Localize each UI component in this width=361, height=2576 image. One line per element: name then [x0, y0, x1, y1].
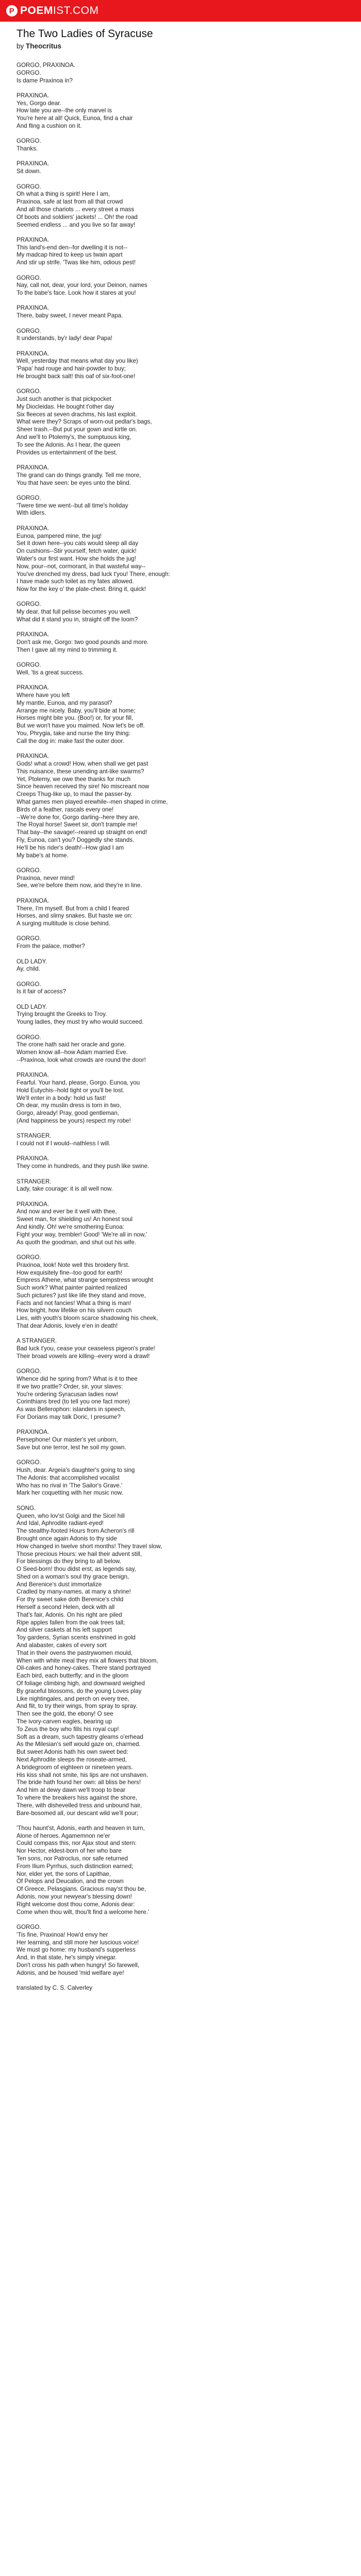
poem-stanza: GORGO. Just such another is that pickpocket My Diocleidas. He bought t'other day Six fleeces at seven drachms, his last exploit. What were they? Scraps of worn-out pedlar's bags, Sheer trash.--But put your gown and kirtle on. And we'll to Ptolemy's, the sumptuous king, To see the Adonis. As I hear, the queen Provides us entertainment of the best. [17, 388, 152, 456]
poem-stanza: PRAXINOA. There, baby sweet, I never meant Papa. [17, 304, 123, 319]
poem-author-link[interactable]: Theocritus [26, 42, 62, 50]
poem-stanza: PRAXINOA. Fearful. Your hand, please, Gorgo. Eunoa, you Hold Eutychis--hold tight or you'll be lost. We'll enter in a body: hold us fast! Oh dear, my muslin dress is torn in two, Gorgo, already! Pray, good gentleman, (And happiness be yours) respect my robe! [17, 1072, 140, 1125]
poem-stanza: PRAXINOA. Don't ask me, Gorgo: two good pounds and more. Then I gave all my mind to trimming it. [17, 631, 149, 653]
poem-stanza: PRAXINOA. And now and ever be it well with thee, Sweet man, for shielding us! An honest soul And kindly. Oh! we're smothering Eunoa: Fight your way, trembler! Good! 'We're all in now,' As quoth the goodman, and shut out his wife. [17, 1200, 147, 1246]
poem-stanza: PRAXINOA. This land's-end den--for dwelling it is not-- My madcap hired to keep us twain apart And stir up strife. 'Twas like him, odious pest! [17, 236, 136, 266]
poem-stanza: GORGO. The crone hath said her oracle and gone. Women know all--how Adam married Eve. --Praxinoa, look what crowds are round the door! [17, 1033, 146, 1063]
translator-credit: translated by C. S. Calverley [17, 1985, 92, 1992]
site-logo[interactable] [6, 5, 99, 17]
poem-stanza: PRAXINOA. Where have you left My mantle, Eunoa, and my parasol? Arrange me nicely. Baby, you'll bide at home; Horses might bite you. (Boo!) or, for your fill, But we won't have you maimed. Now let's be off. You, Phrygia, take and nurse the tiny thing: Call the dog in: make fast the outer door. [17, 684, 145, 744]
poem-body [17, 62, 344, 1977]
poem-byline [17, 42, 344, 50]
poem-stanza: 'Thou haunt'st, Adonis, earth and heaven in turn, Alone of heroes. Agamemnon ne'er Could compass this, nor Ajax stout and stern: Nor Hector, eldest-born of her who bare Ten sons, nor Patroclus, nor safe returned From Ilium Pyrrhus, such distinction earned; Nor, elder yet, the sons of Lapithae, Of Pelops and Deucalion, and the crown Of Greece, Pelasgians. Gracious may'st thou be, Adonis, now your newyear's blessing down! Right welcome dost thou come, Adonis dear: Come when thou wilt, thou'lt find a welcome here.' [17, 1824, 150, 1916]
poem-stanza: GORGO. Hush, dear. Argeia's daughter's going to sing The Adonis: that accomplished vocalist Who has no rival in 'The Sailor's Grave.' Mark her coquetting with her music now. [17, 1459, 135, 1497]
poem-stanza: GORGO. Well, 'tis a great success. [17, 662, 84, 676]
poem-stanza: GORGO. Thanks. [17, 138, 41, 152]
poem-title: The Two Ladies of Syracuse [17, 28, 153, 40]
poem-stanza: SONG. Queen, who lov'st Golgi and the Sicel hill And Idal, Aphrodite radiant-eyed! The stealthy-footed Hours from Acheron's rill Brought once again Adonis to thy side How changed in twelve short months! They travel slow, Those precious Hours: we hail their advent still, For blessings do they bring to all below. O Seed-born! thou didst erst, as legends say, Shed on a woman's soul thy grace benign, And Berenice's dust immortalize Cradled by many-names, at many a shrine! For thy sweet sake doth Berenice's child Herself a second Helen, deck with all That's fair, Adonis. On his right are piled Ripe apples fallen from the oak trees tall; And silver caskets at his left support Toy gardens, Syrian scents enshrined in gold And alabaster, cakes of every sort That in their ovens the pastrywomen mould, When with white meal they mix all flowers that bloom, Oil-cakes and honey-cakes. There stand portrayed Each bird, each butterfly; and in the gloom Of foliage climbing high, and downward weighed By graceful blossoms, do the young Loves play Like nightingales, and perch on every tree, And flit, to try their wings, from spray to spray. Then see the gold, the ebony! O see The ivory-carven eagles, bearing up To Zeus the boy who fills his royal cup! Soft as a dream, such tapestry gleams o'erhead As the Milesian's self would gaze on, charmed. But sweet Adonis hath his own sweet bed: Next Aphrodite sleeps the roseate-armed, A bridegroom of eighteen or nineteen years. His kiss shall not smite, his lips are not unshaven. The bride hath found her own: all bliss be hers! And him at dewy dawn we'll troop to bear To where the breakers hiss against the shore, There, with dishevelled tress and unbound hair, Bare-bosomed all, our descant wild we'll pour; [17, 1504, 162, 1817]
poem-stanza: OLD LADY. Ay, child. [17, 958, 47, 973]
poem-stanza: GORGO. Nay, call not, dear, your lord, your Deinon, names To the babe's face. Look how it stares at you! [17, 274, 147, 297]
poem-stanza: GORGO. 'Tis fine, Praxinoa! How'd envy her Her learning, and still more her luscious voice! We must go home: my husband's supperless And, in that state, he's simply vinegar. Don't cross his path when hungry! So farewell, Adonis, and be housed 'mid welfare aye! [17, 1923, 140, 1976]
poem-stanza: PRAXINOA. Gods! what a crowd! How, when shall we get past This nuisance, these unending ant-like swarms? Yet, Ptolemy, we owe thee thanks for much Since heaven received thy sire! No miscreant now Creeps Thug-like up, to maul the passer-by. What games men played erewhile--men shaped in crime, Birds of a feather, rascals every one! --We're done for, Gorgo darling--here they are, The Royal horse! Sweet sir, don't trample me! That bay--the savage!--reared up straight on end! Fly, Eunoa, can't you? Doggedly she stands. He'll be his rider's death!--How glad I am My babe's at home. [17, 753, 168, 859]
poem-stanza: A STRANGER. Bad luck t'you, cease your ceaseless pigeon's prate! Their broad vowels are killing--every word a drawl! [17, 1337, 155, 1360]
poem-stanza: GORGO. Is it fair of access? [17, 980, 67, 995]
poem-stanza: PRAXINOA. There, I'm myself. But from a child I feared Horses, and slimy snakes. But haste we on: A surging multitude is close behind. [17, 897, 133, 927]
poem-stanza: PRAXINOA. They come in hundreds, and they push like swine. [17, 1155, 150, 1170]
poem-stanza: GORGO. It understands, by'r lady! dear Papa! [17, 327, 112, 342]
poem-stanza: GORGO. From the palace, mother? [17, 935, 85, 950]
poem-stanza: GORGO. Praxinoa, look! Note well this broidery first. How exquisitely fine--too good for earth! Empress Athene, what strange sempstress wrought Such work? What painter painted realized Such pictures? just like life they stand and move, Facts and not fancies! What a thing is man! How bright, how lifelike on his silvern couch Lies, with youth's bloom scarce shadowing his cheek, That dear Adonis, lovely e'en in death! [17, 1253, 158, 1330]
poem-stanza: GORGO. Oh what a thing is spirit! Here I am, Praxinoa, safe at last from all that crowd And all those chariots ... every street a mass Of boots and soldiers' jackets! ... Oh! the road Seemed endless ... and you live so far away! [17, 183, 138, 228]
poem-container [0, 22, 361, 2576]
poem-stanza: GORGO. Praxinoa, never mind! See, we're before them now, and they're in line. [17, 867, 142, 889]
poem-stanza: OLD LADY. Trying brought the Greeks to Troy. Young ladies, they must try who would succeed. [17, 1003, 144, 1026]
poem-stanza: GORGO. Whence did he spring from? What is it to thee If we two prattle? Order, sir, your slaves: You're ordering Syracusan ladies now! Corinthians bred (to tell you one fact more) As was Bellerophon: islanders in speech, For Dorians may talk Doric, I presume? [17, 1368, 138, 1421]
logo-text-thin: IST.COM [53, 5, 99, 16]
site-header [0, 0, 361, 22]
logo-text-bold: POEM [20, 5, 53, 16]
poem-stanza: STRANGER. Lady, take courage: it is all well now. [17, 1178, 113, 1193]
logo-icon: P [6, 5, 18, 16]
poem-stanza: PRAXINOA. Persephone! Our master's yet unborn, Save but one terror, lest he soil my gown. [17, 1429, 126, 1451]
poem-stanza: PRAXINOA. Eunoa, pampered mine, the jug! Set it down here--you cats would sleep all day On cushions--Stir yourself, fetch water, quick! Water's our first want. How she holds the jug! Now, pour--not, cormorant, in that wasteful way-- You've drenched my dress, bad luck t'you! There, enough: I have made such toilet as my fates allowed. Now for the key o' the plate-chest. Bring it, quick! [17, 524, 170, 593]
poem-stanza: PRAXINOA. Well, yesterday that means what day you like) 'Papa' had rouge and hair-powder to buy; He brought back salt! this oaf of six-foot-one! [17, 350, 138, 380]
poem-stanza: GORGO. 'Twere time we went--but all time's holiday With idlers. [17, 494, 128, 517]
poem-stanza: PRAXINOA. Yes, Gorgo dear. How late you are--the only marvel is You're here at all! Quick, Eunoa, find a chair And fling a cushion on it. [17, 92, 133, 130]
byline-prefix: by [17, 42, 26, 50]
poem-stanza: PRAXINOA. The grand can do things grandly. Tell me more, You that have seen: be eyes unto the blind. [17, 464, 141, 486]
poem-stanza: STRANGER. I could not if I would--nathless I will. [17, 1132, 111, 1147]
poem-stanza: GORGO. My dear, that full pelisse becomes you well. What did it stand you in, straight off the loom? [17, 601, 138, 623]
poem-stanza: GORGO, PRAXINOA. GORGO. Is dame Praxinoa in? [17, 62, 76, 84]
poem-stanza: PRAXINOA. Sit down. [17, 160, 50, 175]
